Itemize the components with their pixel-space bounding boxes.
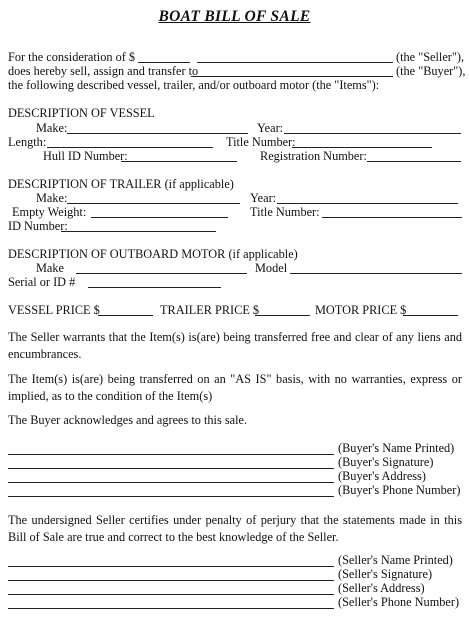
- vessel-title-field[interactable]: [292, 147, 432, 148]
- motor-make-field[interactable]: [76, 273, 247, 274]
- seller-phone-line[interactable]: [8, 608, 334, 609]
- seller-name-printed-label: (Seller's Name Printed): [338, 553, 453, 567]
- vessel-make-label: Make:: [36, 121, 68, 135]
- seller-phone-label: (Seller's Phone Number): [338, 595, 460, 609]
- buyer-tag: (the "Buyer"),: [396, 64, 466, 78]
- vessel-heading: DESCRIPTION OF VESSEL: [8, 106, 155, 120]
- trailer-year-label: Year:: [250, 191, 277, 205]
- buyer-address-label: (Buyer's Address): [338, 469, 426, 483]
- seller-address-label: (Seller's Address): [338, 581, 425, 595]
- trailer-id-label: ID Number:: [8, 219, 68, 233]
- vessel-hull-label: Hull ID Number:: [43, 149, 128, 163]
- vessel-length-label: Length:: [8, 135, 47, 149]
- consideration-label: For the consideration of $: [8, 50, 136, 64]
- vessel-registration-field[interactable]: [367, 161, 461, 162]
- motor-serial-field[interactable]: [88, 287, 221, 288]
- transfer-label: does hereby sell, assign and transfer to: [8, 64, 199, 78]
- trailer-price-label: TRAILER PRICE $: [160, 303, 260, 317]
- seller-tag: (the "Seller"),: [396, 50, 465, 64]
- buyer-signature-label: (Buyer's Signature): [338, 455, 434, 469]
- seller-signature-line[interactable]: [8, 580, 334, 581]
- motor-price-label: MOTOR PRICE $: [315, 303, 407, 317]
- seller-certification: The undersigned Seller certifies under penalty of perjury that the statements made in this Bill of Sale are true and correct to the best knowledge of the Seller.: [8, 513, 462, 544]
- trailer-price-field[interactable]: [255, 315, 310, 316]
- motor-model-label: Model: [255, 261, 288, 275]
- trailer-make-field[interactable]: [67, 203, 240, 204]
- motor-price-field[interactable]: [403, 315, 458, 316]
- seller-signature-label: (Seller's Signature): [338, 567, 433, 581]
- trailer-heading: DESCRIPTION OF TRAILER (if applicable): [8, 177, 234, 191]
- buyer-name-field[interactable]: [191, 76, 393, 77]
- seller-name-field[interactable]: [197, 62, 393, 63]
- buyer-phone-line[interactable]: [8, 496, 334, 497]
- buyer-name-printed-label: (Buyer's Name Printed): [338, 441, 455, 455]
- vessel-price-label: VESSEL PRICE $: [8, 303, 100, 317]
- trailer-title-label: Title Number:: [250, 205, 320, 219]
- motor-heading: DESCRIPTION OF OUTBOARD MOTOR (if applicable): [8, 247, 298, 261]
- vessel-year-field[interactable]: [284, 133, 461, 134]
- trailer-title-field[interactable]: [322, 217, 462, 218]
- motor-serial-label: Serial or ID #: [8, 275, 76, 289]
- trailer-id-field[interactable]: [61, 231, 216, 232]
- document-title: BOAT BILL OF SALE: [158, 8, 311, 25]
- motor-model-field[interactable]: [290, 273, 462, 274]
- buyer-acknowledgement: The Buyer acknowledges and agrees to this sale.: [8, 413, 248, 427]
- buyer-phone-label: (Buyer's Phone Number): [338, 483, 461, 497]
- items-description: the following described vessel, trailer, and/or outboard motor (the "Items"):: [8, 78, 380, 92]
- buyer-address-line[interactable]: [8, 482, 334, 483]
- trailer-make-label: Make:: [36, 191, 68, 205]
- buyer-signature-line[interactable]: [8, 468, 334, 469]
- as-is-statement: The Item(s) is(are) being transferred on an "AS IS" basis, with no warranties, express or implied, as to the condition of the Item(s): [8, 372, 462, 403]
- consideration-amount-field[interactable]: [138, 62, 190, 63]
- warranty-statement: The Seller warrants that the Item(s) is(are) being transferred free and clear of any liens and encumbrances.: [8, 330, 462, 361]
- vessel-make-field[interactable]: [67, 133, 248, 134]
- vessel-length-field[interactable]: [47, 147, 213, 148]
- trailer-weight-field[interactable]: [91, 217, 228, 218]
- vessel-registration-label: Registration Number:: [260, 149, 367, 163]
- buyer-name-printed-line[interactable]: [8, 454, 334, 455]
- vessel-hull-field[interactable]: [121, 161, 237, 162]
- seller-address-line[interactable]: [8, 594, 334, 595]
- vessel-title-label: Title Number:: [226, 135, 296, 149]
- seller-name-printed-line[interactable]: [8, 566, 334, 567]
- trailer-weight-label: Empty Weight:: [12, 205, 87, 219]
- vessel-price-field[interactable]: [98, 315, 153, 316]
- vessel-year-label: Year:: [257, 121, 284, 135]
- motor-make-label: Make: [36, 261, 64, 275]
- trailer-year-field[interactable]: [277, 203, 458, 204]
